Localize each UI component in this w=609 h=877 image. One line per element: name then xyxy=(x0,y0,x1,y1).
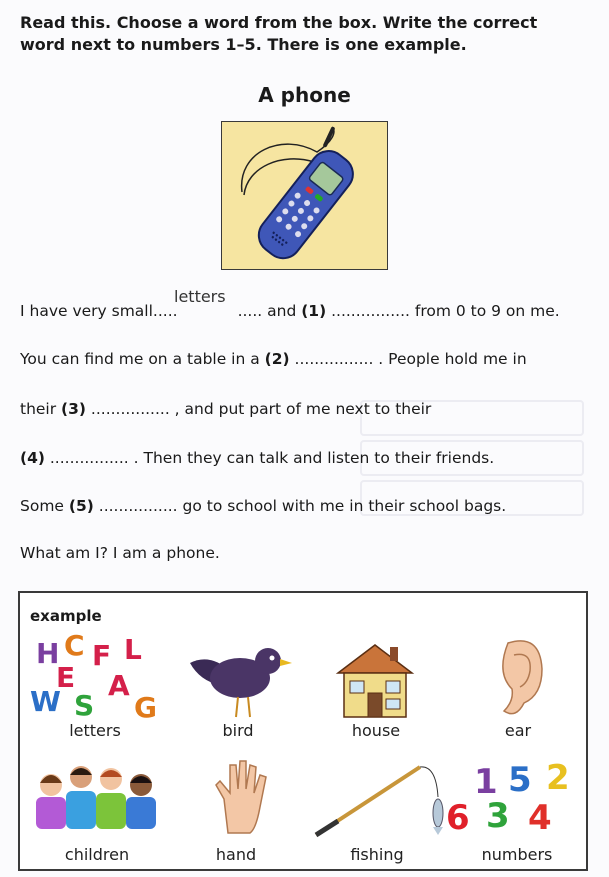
letter-w: W xyxy=(30,685,61,718)
letter-l: L xyxy=(124,633,142,666)
children-picture xyxy=(32,761,162,831)
text-line-5: Some (5) ................ go to school with me in their school bags. xyxy=(20,497,507,515)
instructions: Read this. Choose a word from the box. Write the correct word next to numbers 1–5. There is one example. xyxy=(20,13,538,54)
letter-s: S xyxy=(74,689,95,721)
letter-h: H xyxy=(36,637,60,670)
number-3: 3 xyxy=(486,796,510,836)
page-title: A phone xyxy=(258,83,351,107)
word-numbers: numbers xyxy=(481,845,553,864)
word-ear: ear xyxy=(504,721,532,740)
word-bird: bird xyxy=(222,721,254,740)
letters-picture xyxy=(30,631,160,721)
text-line-4: (4) ................ . Then they can talk and listen to their friends. xyxy=(20,449,495,467)
word-hand: hand xyxy=(215,845,257,864)
letter-e: E xyxy=(56,661,76,694)
letter-a: A xyxy=(108,669,130,702)
word-fishing: fishing xyxy=(350,845,404,864)
word-letters: letters xyxy=(69,721,121,740)
text-line-2: You can find me on a table in a (2) ................ . People hold me in xyxy=(20,350,527,368)
gap-number-1: (1) xyxy=(301,302,327,320)
number-2: 2 xyxy=(546,758,570,798)
text-line-3: their (3) ................ , and put part of me next to their xyxy=(20,400,432,418)
gap-number-5: (5) xyxy=(68,497,94,515)
word-box xyxy=(18,591,588,871)
number-5: 5 xyxy=(508,760,532,800)
letter-f: F xyxy=(92,639,112,672)
text-line-1: I have very small..... ..... and (1) ................ from 0 to 9 on me. xyxy=(20,302,560,320)
number-6: 6 xyxy=(446,798,470,838)
word-house: house xyxy=(351,721,401,740)
phone-illustration xyxy=(221,121,388,270)
text-line-6: What am I? I am a phone. xyxy=(20,544,220,562)
gap-number-4: (4) xyxy=(20,449,45,467)
letter-g: G xyxy=(134,691,157,721)
gap-number-2: (2) xyxy=(264,350,290,368)
fishing-picture xyxy=(310,757,450,839)
number-4: 4 xyxy=(528,798,552,838)
hand-picture xyxy=(210,759,274,835)
letter-c: C xyxy=(64,631,85,662)
numbers-picture xyxy=(440,755,580,839)
gap-number-3: (3) xyxy=(61,400,86,418)
ear-picture xyxy=(490,633,550,723)
box-label: example xyxy=(30,607,102,625)
number-1: 1 xyxy=(474,762,498,802)
example-answer: letters xyxy=(174,287,226,306)
word-children: children xyxy=(64,845,130,864)
bird-picture xyxy=(180,633,300,723)
house-picture xyxy=(330,637,420,719)
